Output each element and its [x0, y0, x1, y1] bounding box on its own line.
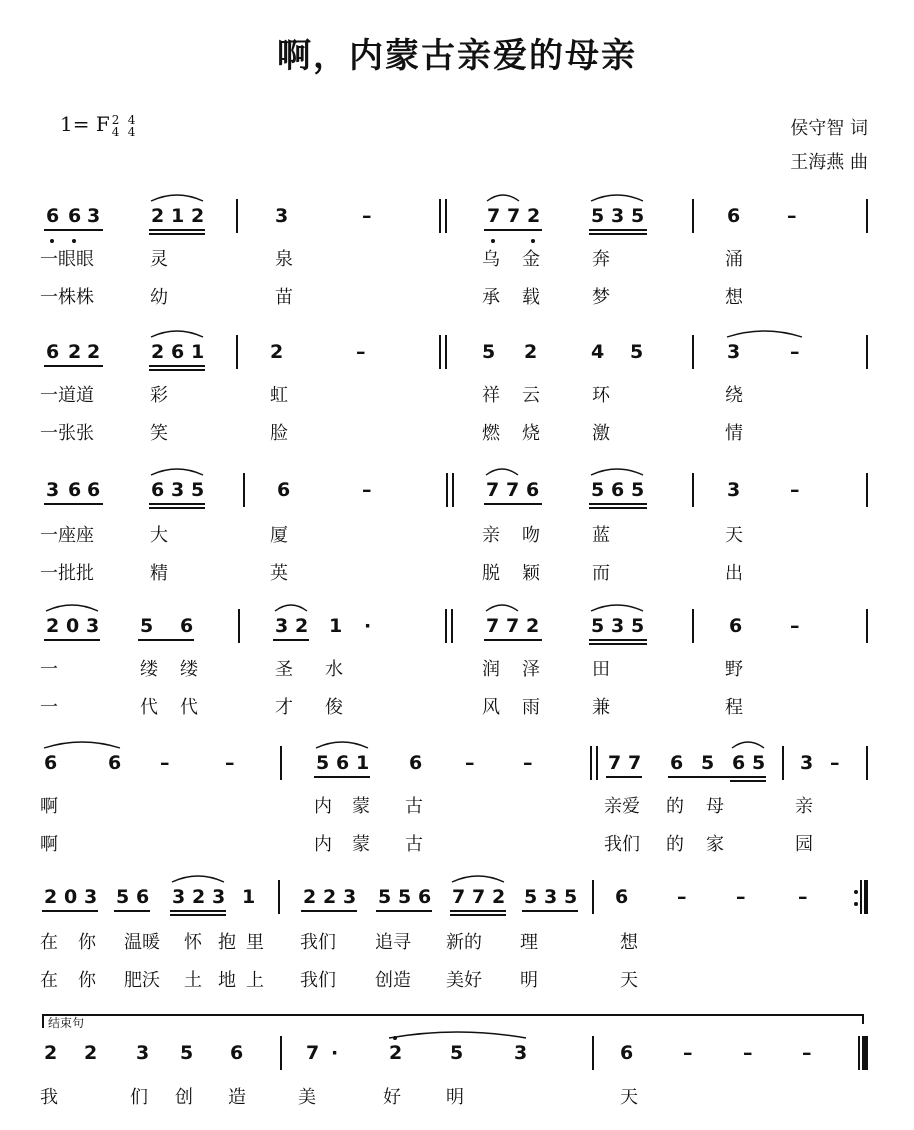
lyric-verse2: 想 — [725, 287, 743, 308]
lyric-verse2: 我们 — [604, 834, 640, 855]
lyric-verse1: 明 — [446, 1087, 464, 1108]
key-label: 1= F — [60, 112, 110, 136]
lyric-verse2: 啊 — [40, 834, 58, 855]
lyric-verse2: 兼 — [592, 697, 610, 718]
lyric-verse1: 抱 — [218, 932, 236, 953]
note: 2 — [492, 886, 506, 908]
lyric-verse2: 英 — [270, 563, 288, 584]
note: 1 — [356, 752, 370, 774]
note: 5 — [591, 205, 605, 227]
lyric-verse1: 想 — [620, 932, 638, 953]
note: 5 — [701, 752, 715, 774]
note: 3 — [611, 615, 625, 637]
lyric-verse1: 祥 — [482, 385, 500, 406]
note: 3 — [800, 752, 814, 774]
note: 2 — [303, 886, 317, 908]
slur — [316, 742, 368, 748]
note: 6 — [68, 205, 82, 227]
note: 3 — [212, 886, 226, 908]
slur — [151, 469, 203, 475]
lyric-verse2: 脱 — [482, 563, 500, 584]
note: 4 — [591, 341, 605, 363]
note: 3 — [275, 615, 289, 637]
lyric-verse1: 一眼眼 — [40, 249, 94, 270]
note: 3 — [727, 479, 741, 501]
note: – — [225, 752, 235, 774]
note: 6 — [611, 479, 625, 501]
note: 2 — [270, 341, 284, 363]
lyric-verse1: 追寻 — [375, 932, 411, 953]
note: 2 — [295, 615, 309, 637]
note: – — [160, 752, 170, 774]
time-signature-2: 4 4 — [127, 112, 136, 139]
note: 3 — [87, 205, 101, 227]
note: 6 — [732, 752, 746, 774]
slur — [452, 876, 504, 882]
note: 6 — [230, 1042, 244, 1064]
note: – — [465, 752, 475, 774]
note: 2 — [192, 886, 206, 908]
lyric-verse2: 肥沃 — [124, 970, 160, 991]
note: 1 — [191, 341, 205, 363]
lyric-verse1: 涌 — [725, 249, 743, 270]
note: 5 — [482, 341, 496, 363]
note: 2 — [526, 615, 540, 637]
slur — [172, 876, 224, 882]
lyric-verse2: 载 — [522, 287, 540, 308]
note: 5 — [630, 341, 644, 363]
note: 1 — [171, 205, 185, 227]
note: 5 — [591, 479, 605, 501]
lyric-verse2: 土 — [184, 970, 202, 991]
note: 0 — [66, 615, 80, 637]
lyric-verse1: 我们 — [300, 932, 336, 953]
lyric-verse2: 俊 — [325, 697, 343, 718]
note: 6 — [620, 1042, 634, 1064]
lyric-verse1: 厦 — [270, 525, 288, 546]
note: 5 — [398, 886, 412, 908]
note: 5 — [316, 752, 330, 774]
lyric-verse2: 在 — [40, 970, 58, 991]
lyric-verse2: 明 — [520, 970, 538, 991]
note: 6 — [727, 205, 741, 227]
note: 5 — [752, 752, 766, 774]
lyric-verse1: 好 — [383, 1087, 401, 1108]
lyric-verse1: 虹 — [270, 385, 288, 406]
note: 6 — [729, 615, 743, 637]
note: 2 — [44, 886, 58, 908]
lyric-verse2: 一张张 — [40, 423, 94, 444]
note: 7 — [487, 205, 501, 227]
lyric-verse1: 乌 — [482, 249, 500, 270]
slur — [727, 331, 802, 337]
lyric-verse1: 奔 — [592, 249, 610, 270]
page-title: 啊，内蒙古亲爱的母亲 — [277, 36, 637, 76]
note: · — [331, 1042, 339, 1064]
note: 6 — [418, 886, 432, 908]
lyric-verse2: 激 — [592, 423, 610, 444]
lyric-verse1: 一座座 — [40, 525, 94, 546]
note: 5 — [378, 886, 392, 908]
note: – — [787, 205, 797, 227]
note: 6 — [44, 752, 58, 774]
note: 3 — [727, 341, 741, 363]
note: 3 — [343, 886, 357, 908]
lyric-verse1: 美 — [298, 1087, 316, 1108]
note: 2 — [68, 341, 82, 363]
note: 5 — [631, 205, 645, 227]
lyric-verse2: 天 — [620, 970, 638, 991]
note: 5 — [450, 1042, 464, 1064]
note: – — [790, 341, 800, 363]
lyric-verse1: 灵 — [150, 249, 168, 270]
note: 7 — [452, 886, 466, 908]
note: 3 — [275, 205, 289, 227]
lyric-verse1: 古 — [405, 796, 423, 817]
note: – — [802, 1042, 812, 1064]
lyric-verse1: 啊 — [40, 796, 58, 817]
lyric-verse1: 在 — [40, 932, 58, 953]
note: 6 — [409, 752, 423, 774]
note: 6 — [136, 886, 150, 908]
note: 3 — [86, 615, 100, 637]
lyric-verse2: 地 — [218, 970, 236, 991]
note: 7 — [628, 752, 642, 774]
note: – — [683, 1042, 693, 1064]
lyric-verse2: 梦 — [592, 287, 610, 308]
lyric-verse1: 新的 — [446, 932, 482, 953]
lyric-verse1: 大 — [150, 525, 168, 546]
lyric-verse2: 风 — [482, 697, 500, 718]
note: 6 — [108, 752, 122, 774]
lyric-verse1: 理 — [520, 932, 538, 953]
note: – — [677, 886, 687, 908]
lyric-verse1: 绕 — [725, 385, 743, 406]
note: 7 — [486, 479, 500, 501]
note: 5 — [524, 886, 538, 908]
note: 7 — [472, 886, 486, 908]
note: 5 — [591, 615, 605, 637]
note: 6 — [336, 752, 350, 774]
note: 5 — [631, 479, 645, 501]
note: 5 — [180, 1042, 194, 1064]
lyric-verse2: 美好 — [446, 970, 482, 991]
lyric-verse2: 代 — [180, 697, 198, 718]
composer-credit: 王海燕 曲 — [790, 152, 868, 173]
note: 3 — [46, 479, 60, 501]
slur — [591, 605, 643, 611]
lyric-verse1: 母 — [706, 796, 724, 817]
lyric-verse2: 脸 — [270, 423, 288, 444]
lyric-verse1: 的 — [666, 796, 684, 817]
note: 1 — [242, 886, 256, 908]
note: 5 — [564, 886, 578, 908]
note: 6 — [151, 479, 165, 501]
lyric-verse1: 吻 — [522, 525, 540, 546]
lyric-verse2: 才 — [275, 697, 293, 718]
lyric-verse2: 内 — [314, 834, 332, 855]
note: 2 — [44, 1042, 58, 1064]
lyric-verse2: 古 — [405, 834, 423, 855]
lyric-verse1: 温暖 — [124, 932, 160, 953]
lyric-verse1: 亲爱 — [604, 796, 640, 817]
lyric-verse2: 代 — [140, 697, 158, 718]
lyric-verse2: 燃 — [482, 423, 500, 444]
note: 7 — [506, 615, 520, 637]
slur — [487, 195, 519, 201]
lyric-verse1: 蒙 — [352, 796, 370, 817]
lyric-verse1: 亲 — [482, 525, 500, 546]
note: – — [790, 615, 800, 637]
note: 2 — [524, 341, 538, 363]
lyric-verse1: 里 — [246, 932, 264, 953]
note: 6 — [277, 479, 291, 501]
note: – — [362, 479, 372, 501]
time-signature-1: 2 4 — [111, 112, 120, 139]
note: 3 — [544, 886, 558, 908]
note: 2 — [84, 1042, 98, 1064]
note: 3 — [514, 1042, 528, 1064]
note: 6 — [615, 886, 629, 908]
lyric-verse2: 程 — [725, 697, 743, 718]
lyric-verse1: 水 — [325, 659, 343, 680]
lyric-verse2: 笑 — [150, 423, 168, 444]
lyric-verse1: 你 — [78, 932, 96, 953]
note: 3 — [611, 205, 625, 227]
note: 5 — [116, 886, 130, 908]
note: 6 — [87, 479, 101, 501]
note: 5 — [140, 615, 154, 637]
note: 6 — [670, 752, 684, 774]
lyric-verse2: 家 — [706, 834, 724, 855]
lyric-verse1: 缕 — [180, 659, 198, 680]
slur — [486, 605, 518, 611]
lyric-verse1: 野 — [725, 659, 743, 680]
note: – — [830, 752, 840, 774]
lyric-verse1: 怀 — [184, 932, 202, 953]
lyric-verse1: 蓝 — [592, 525, 610, 546]
lyric-verse1: 润 — [482, 659, 500, 680]
note: 6 — [46, 341, 60, 363]
note: 3 — [84, 886, 98, 908]
lyricist-credit: 侯守智 词 — [790, 118, 868, 139]
note: – — [798, 886, 808, 908]
lyric-verse2: 承 — [482, 287, 500, 308]
lyric-verse1: 泽 — [522, 659, 540, 680]
note: – — [743, 1042, 753, 1064]
slur — [732, 742, 764, 748]
note: – — [356, 341, 366, 363]
note: 6 — [46, 205, 60, 227]
note: 2 — [389, 1042, 403, 1064]
note: 7 — [486, 615, 500, 637]
lyric-verse2: 雨 — [522, 697, 540, 718]
slur — [151, 195, 203, 201]
lyric-verse1: 云 — [522, 385, 540, 406]
lyric-verse2: 出 — [725, 563, 743, 584]
lyric-verse2: 的 — [666, 834, 684, 855]
lyric-verse2: 幼 — [150, 287, 168, 308]
lyric-verse2: 一批批 — [40, 563, 94, 584]
lyric-verse1: 我 — [40, 1087, 58, 1108]
note: · — [364, 615, 372, 637]
lyric-verse1: 缕 — [140, 659, 158, 680]
lyric-verse2: 颖 — [522, 563, 540, 584]
note: 6 — [180, 615, 194, 637]
note: 2 — [87, 341, 101, 363]
note: 7 — [506, 479, 520, 501]
lyric-verse2: 创造 — [375, 970, 411, 991]
lyric-verse1: 天 — [620, 1087, 638, 1108]
note: 6 — [171, 341, 185, 363]
slur — [46, 605, 98, 611]
note: – — [736, 886, 746, 908]
lyric-verse2: 苗 — [275, 287, 293, 308]
note: 3 — [136, 1042, 150, 1064]
note: – — [523, 752, 533, 774]
lyric-verse2: 情 — [725, 423, 743, 444]
lyric-verse2: 蒙 — [352, 834, 370, 855]
lyric-verse1: 造 — [228, 1087, 246, 1108]
note: 7 — [608, 752, 622, 774]
lyric-verse1: 一道道 — [40, 385, 94, 406]
lyric-verse1: 圣 — [275, 659, 293, 680]
note: 2 — [191, 205, 205, 227]
note: 1 — [329, 615, 343, 637]
slur — [591, 469, 643, 475]
note: 3 — [172, 886, 186, 908]
slur — [151, 331, 203, 337]
lyric-verse1: 创 — [175, 1087, 193, 1108]
lyric-verse2: 你 — [78, 970, 96, 991]
lyric-verse2: 一 — [40, 697, 58, 718]
note: 2 — [151, 341, 165, 363]
lyric-verse1: 泉 — [275, 249, 293, 270]
lyric-verse2: 我们 — [300, 970, 336, 991]
ending-label: 结束句 — [48, 1016, 85, 1030]
note: 5 — [191, 479, 205, 501]
note: – — [790, 479, 800, 501]
lyric-verse2: 园 — [795, 834, 813, 855]
lyric-verse1: 一 — [40, 659, 58, 680]
lyric-verse2: 烧 — [522, 423, 540, 444]
slur — [486, 469, 518, 475]
lyric-verse1: 环 — [592, 385, 610, 406]
note: 2 — [323, 886, 337, 908]
slur — [44, 742, 120, 748]
lyric-verse2: 精 — [150, 563, 168, 584]
note: 6 — [68, 479, 82, 501]
lyric-verse2: 一株株 — [40, 287, 94, 308]
note: 0 — [64, 886, 78, 908]
note: – — [362, 205, 372, 227]
lyric-verse1: 亲 — [795, 796, 813, 817]
note: 6 — [526, 479, 540, 501]
lyric-verse2: 而 — [592, 563, 610, 584]
lyric-verse1: 内 — [314, 796, 332, 817]
note: 7 — [507, 205, 521, 227]
note: 2 — [151, 205, 165, 227]
note: 5 — [631, 615, 645, 637]
lyric-verse1: 们 — [130, 1087, 148, 1108]
lyric-verse1: 金 — [522, 249, 540, 270]
lyric-verse1: 田 — [592, 659, 610, 680]
slur — [389, 1032, 526, 1038]
note: 7 — [306, 1042, 320, 1064]
lyric-verse1: 天 — [725, 525, 743, 546]
note: 2 — [527, 205, 541, 227]
slur — [275, 605, 307, 611]
lyric-verse1: 彩 — [150, 385, 168, 406]
note: 2 — [46, 615, 60, 637]
lyric-verse2: 上 — [246, 970, 264, 991]
slur — [591, 195, 643, 201]
note: 3 — [171, 479, 185, 501]
